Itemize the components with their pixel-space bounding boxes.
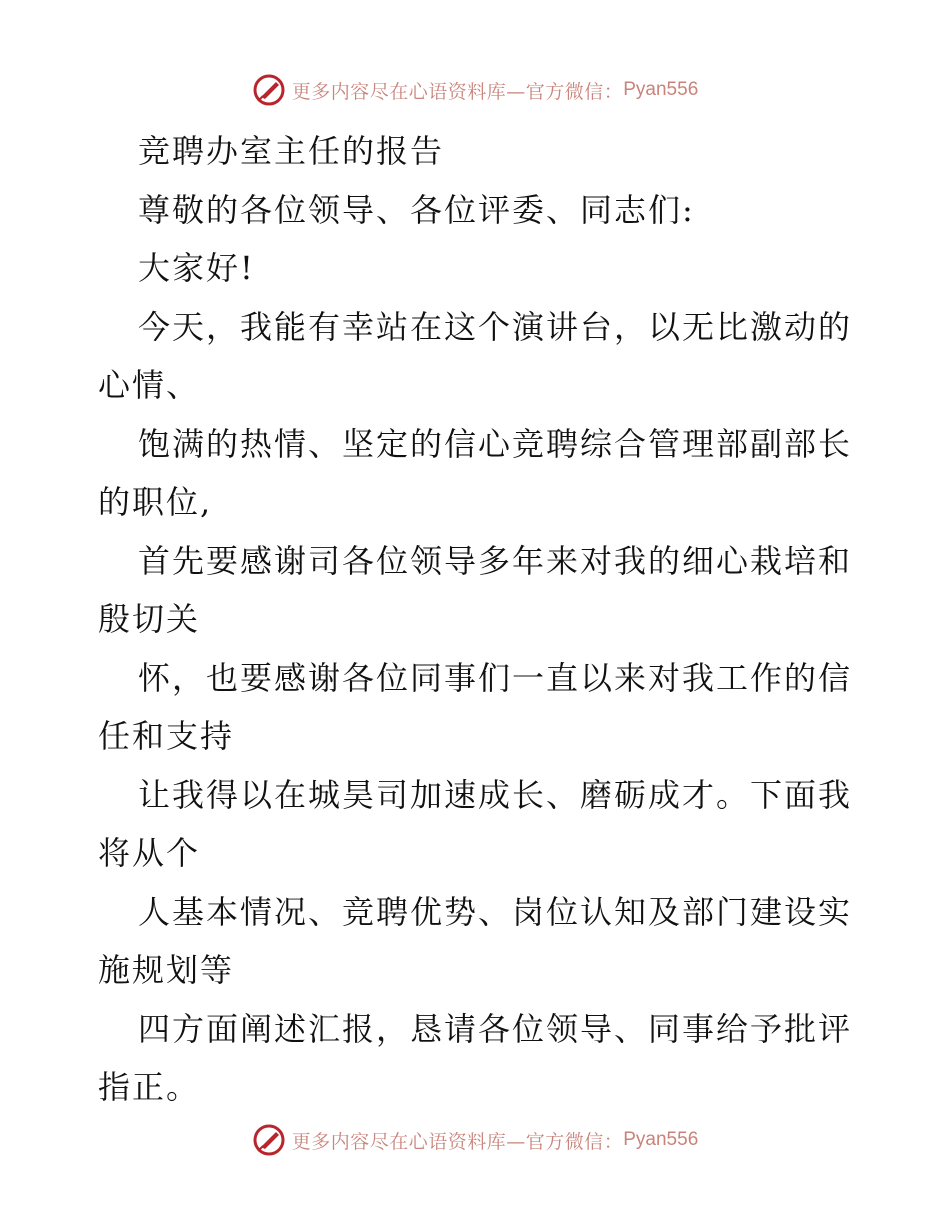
header-banner-id: Pyan556 bbox=[623, 79, 699, 100]
salutation: 尊敬的各位领导、各位评委、同志们: bbox=[138, 190, 695, 229]
document-title: 竞聘办室主任的报告 bbox=[138, 132, 445, 170]
paragraph: 四方面阐述汇报，恳请各位领导、同事给予批评指正。 bbox=[98, 1009, 853, 1106]
quill-logo-icon bbox=[252, 1123, 286, 1157]
paragraph: 怀，也要感谢各位同事们一直以来对我工作的信任和支持 bbox=[98, 658, 853, 755]
greeting: 大家好! bbox=[138, 249, 255, 287]
paragraph: 首先要感谢司各位领导多年来对我的细心栽培和殷切关 bbox=[98, 541, 853, 638]
document-body bbox=[98, 122, 858, 1117]
footer-banner-text: 更多内容尽在心语资料库—官方微信： bbox=[291, 1130, 624, 1153]
header-banner-text: 更多内容尽在心语资料库—官方微信： bbox=[291, 80, 624, 103]
paragraph: 今天，我能有幸站在这个演讲台，以无比激动的心情、 bbox=[98, 307, 853, 404]
footer-banner bbox=[0, 1120, 950, 1160]
paragraph: 饱满的热情、坚定的信心竞聘综合管理部副部长的职位, bbox=[98, 424, 853, 521]
footer-banner-id: Pyan556 bbox=[623, 1129, 699, 1150]
header-banner bbox=[0, 70, 950, 110]
paragraph: 人基本情况、竞聘优势、岗位认知及部门建设实施规划等 bbox=[98, 892, 853, 989]
quill-logo-icon bbox=[252, 73, 286, 107]
paragraph: 让我得以在城昊司加速成长、磨砺成才。下面我将从个 bbox=[98, 775, 853, 872]
